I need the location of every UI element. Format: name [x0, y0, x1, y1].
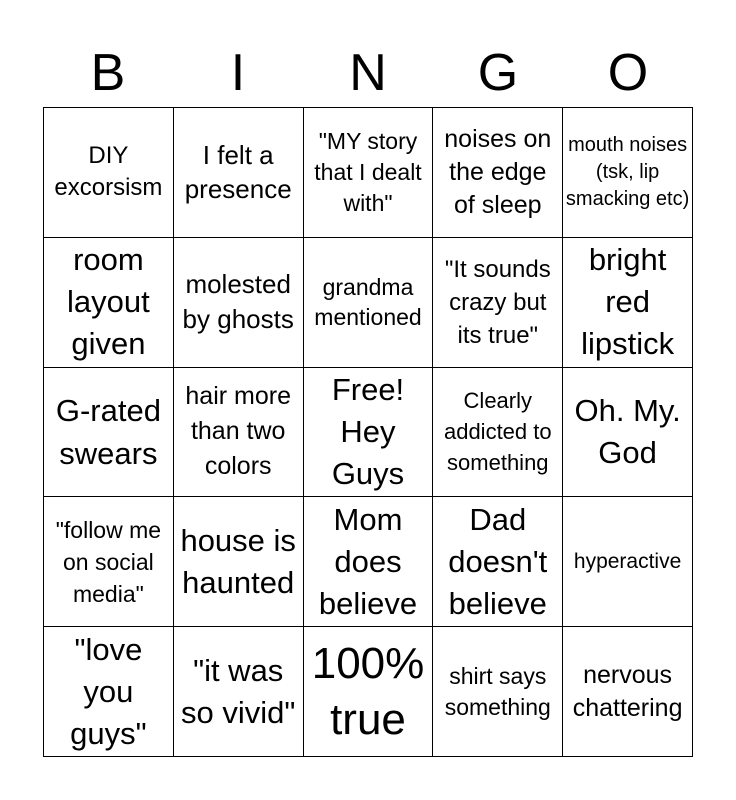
cell-text: house is haunted: [180, 522, 296, 600]
cell-text: hair more than two colors: [185, 382, 291, 481]
bingo-cell[interactable]: [304, 627, 434, 757]
cell-text: mouth noises (tsk, lip smacking etc): [565, 133, 690, 210]
cell-text: grandma mentioned: [314, 274, 422, 331]
bingo-cell[interactable]: [44, 368, 174, 498]
header-letter-g: G: [477, 44, 519, 102]
header-letter-n: N: [349, 44, 387, 102]
bingo-cell[interactable]: [44, 108, 174, 238]
bingo-cell[interactable]: [174, 108, 304, 238]
bingo-cell[interactable]: [44, 497, 174, 627]
cell-text: molested by ghosts: [182, 269, 294, 335]
cell-text: bright red lipstick: [581, 242, 675, 362]
cell-text: 100% true: [311, 638, 425, 744]
cell-text: shirt says something: [444, 662, 551, 720]
cell-text: "It sounds crazy but its true": [444, 255, 551, 349]
cell-text: DIY excorsism: [54, 142, 163, 202]
bingo-cell[interactable]: [304, 368, 434, 498]
cell-text: noises on the edge of sleep: [444, 124, 552, 219]
bingo-cell[interactable]: [174, 238, 304, 368]
bingo-cell[interactable]: [174, 497, 304, 627]
header-letter-o: O: [607, 44, 649, 102]
bingo-cell[interactable]: [304, 497, 434, 627]
cell-text: G-rated swears: [55, 392, 161, 471]
cell-text: Oh. My. God: [574, 392, 681, 470]
bingo-cell[interactable]: [563, 238, 693, 368]
bingo-cell[interactable]: [433, 627, 563, 757]
header-letter-i: I: [230, 44, 246, 102]
cell-text: Clearly addicted to something: [443, 388, 552, 476]
cell-text: Mom does believe: [318, 501, 418, 621]
bingo-cell[interactable]: [304, 108, 434, 238]
bingo-cell[interactable]: [433, 497, 563, 627]
cell-text: "follow me on social media": [55, 516, 162, 607]
cell-text: I felt a presence: [184, 140, 292, 205]
cell-text: "love you guys": [70, 631, 147, 751]
bingo-cell[interactable]: [44, 627, 174, 757]
cell-text: nervous chattering: [572, 660, 683, 722]
cell-text: room layout given: [67, 242, 150, 362]
cell-text: Free! Hey Guys: [331, 371, 405, 491]
bingo-cell[interactable]: [563, 627, 693, 757]
bingo-cell[interactable]: [563, 497, 693, 627]
cell-text: "MY story that I dealt with": [314, 127, 422, 216]
cell-text: Dad doesn't believe: [448, 501, 548, 621]
bingo-cell[interactable]: [563, 108, 693, 238]
bingo-cell[interactable]: [174, 368, 304, 498]
header-letter-b: B: [90, 44, 126, 102]
bingo-header: [43, 40, 693, 106]
bingo-cell[interactable]: [433, 238, 563, 368]
bingo-cell[interactable]: [304, 238, 434, 368]
bingo-cell[interactable]: [563, 368, 693, 498]
cell-text: "it was so vivid": [181, 652, 296, 730]
bingo-cell[interactable]: [433, 368, 563, 498]
cell-text: hyperactive: [573, 549, 682, 573]
bingo-cell[interactable]: [433, 108, 563, 238]
bingo-card: [43, 107, 693, 757]
bingo-cell[interactable]: [174, 627, 304, 757]
bingo-cell[interactable]: [44, 238, 174, 368]
